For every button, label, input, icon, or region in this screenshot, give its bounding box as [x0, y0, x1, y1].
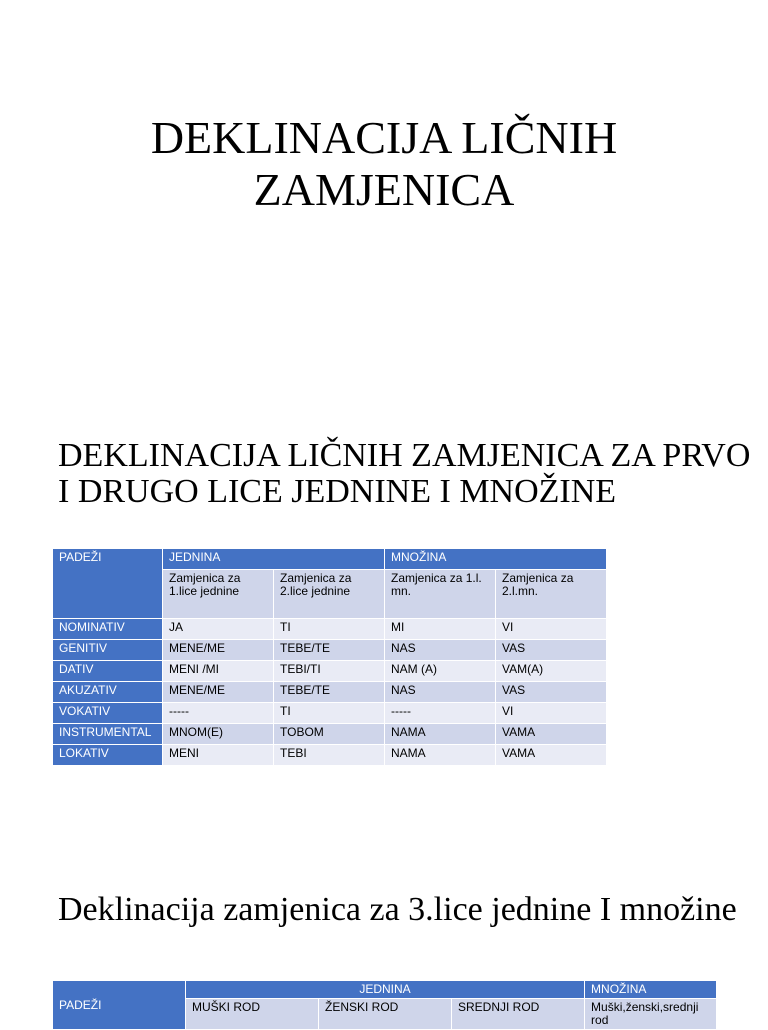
case-name: VOKATIV: [53, 703, 163, 724]
subheader-cell: Zamjenica za 2.lice jednine: [274, 570, 385, 619]
case-name: LOKATIV: [53, 745, 163, 766]
header-jednina: JEDNINA: [186, 981, 585, 999]
table-cell: TEBE/TE: [274, 640, 385, 661]
case-name: DATIV: [53, 661, 163, 682]
header-jednina: JEDNINA: [163, 549, 385, 570]
table-row: [53, 703, 607, 724]
case-name: GENITIV: [53, 640, 163, 661]
case-name: AKUZATIV: [53, 682, 163, 703]
subheader-cell: ŽENSKI ROD: [319, 999, 452, 1030]
subheader-cell: Zamjenica za 1.l. mn.: [385, 570, 496, 619]
declension-table-1-2-person: [52, 548, 607, 766]
slide-3-title: Deklinacija zamjenica za 3.lice jednine I množine: [58, 891, 737, 928]
subheader-cell: Zamjenica za 1.lice jednine: [163, 570, 274, 619]
table-cell: TOBOM: [274, 724, 385, 745]
case-name: INSTRUMENTAL: [53, 724, 163, 745]
table-cell: TI: [274, 619, 385, 640]
table-cell: VAS: [496, 640, 607, 661]
table-row: [53, 724, 607, 745]
table-cell: MNOM(E): [163, 724, 274, 745]
table-cell: MI: [385, 619, 496, 640]
table-cell: -----: [163, 703, 274, 724]
table-cell: VI: [496, 619, 607, 640]
table-cell: JA: [163, 619, 274, 640]
slide-title: [0, 0, 768, 310]
table-cell: NAMA: [385, 724, 496, 745]
table-cell: TI: [274, 703, 385, 724]
slide-2-title: DEKLINACIJA LIČNIH ZAMJENICA ZA PRVO I DRUGO LICE JEDNINE I MNOŽINE: [58, 437, 751, 510]
table-cell: VAM(A): [496, 661, 607, 682]
main-title-line-1: DEKLINACIJA LIČNIH: [150, 112, 618, 163]
table-cell: VAMA: [496, 745, 607, 766]
table-cell: NAMA: [385, 745, 496, 766]
subheader-cell: Muški,ženski,srednji rod: [585, 999, 717, 1030]
main-title-line-2: ZAMJENICA: [253, 164, 515, 215]
table-cell: MENE/ME: [163, 640, 274, 661]
table-cell: NAM (A): [385, 661, 496, 682]
table-cell: MENI: [163, 745, 274, 766]
table-cell: NAS: [385, 682, 496, 703]
table-cell: VAS: [496, 682, 607, 703]
main-title: [0, 112, 768, 216]
subheader-cell: MUŠKI ROD: [186, 999, 319, 1030]
slide-first-second-person: [0, 420, 768, 820]
header-mnozina: MNOŽINA: [585, 981, 717, 999]
table-row: [53, 682, 607, 703]
table-cell: MENE/ME: [163, 682, 274, 703]
subheader-cell: SREDNJI ROD: [452, 999, 585, 1030]
table-cell: TEBE/TE: [274, 682, 385, 703]
table-row: [53, 745, 607, 766]
header-mnozina: MNOŽINA: [385, 549, 607, 570]
subheader-cell: Zamjenica za 2.l.mn.: [496, 570, 607, 619]
case-name: NOMINATIV: [53, 619, 163, 640]
table-row: [53, 661, 607, 682]
header-padezi: PADEŽI: [53, 549, 163, 619]
table-cell: MENI /MI: [163, 661, 274, 682]
table-row: [53, 619, 607, 640]
table-cell: TEBI: [274, 745, 385, 766]
header-padezi: PADEŽI: [53, 981, 186, 1030]
table-row: [53, 640, 607, 661]
slide-third-person: [0, 870, 768, 1027]
table-cell: TEBI/TI: [274, 661, 385, 682]
table-cell: -----: [385, 703, 496, 724]
table-cell: VAMA: [496, 724, 607, 745]
table-cell: VI: [496, 703, 607, 724]
table-cell: NAS: [385, 640, 496, 661]
declension-table-3-person: [52, 980, 717, 1030]
